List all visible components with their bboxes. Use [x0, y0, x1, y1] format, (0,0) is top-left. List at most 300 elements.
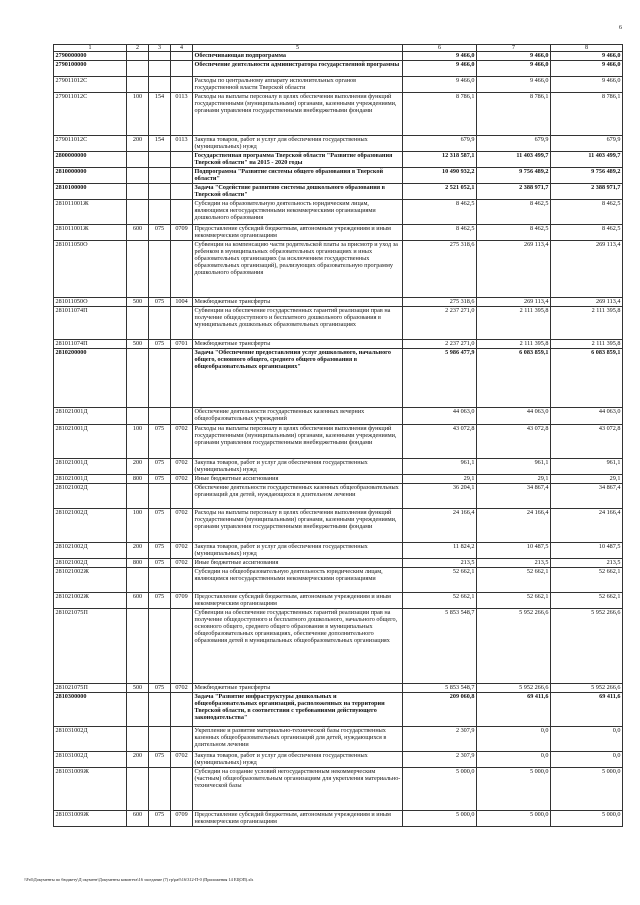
row-section-code [171, 200, 193, 225]
row-value-year1: 43 072,8 [403, 425, 477, 459]
row-vr-code [127, 77, 149, 93]
row-value-year2: 6 083 859,1 [477, 349, 551, 408]
row-description: Субсидии на создание условий негосударственным некоммерческим (частным) общеобразовательным организациям для укрепления материально-технической базы [193, 768, 403, 811]
row-value-year2: 69 411,6 [477, 693, 551, 727]
row-vr-code: 200 [127, 543, 149, 559]
row-description: Субсидии на общеобразовательную деятельность юридическим лицам, являющимся негосударственными некоммерческими организациями [193, 568, 403, 593]
row-value-year1: 5 986 477,9 [403, 349, 477, 408]
row-code: 2810100000 [54, 184, 127, 200]
row-section-code [171, 77, 193, 93]
row-value-year3: 2 111 395,8 [551, 307, 623, 340]
row-code: 281031009Ж [54, 811, 127, 827]
page-number: 6 [619, 25, 622, 31]
table-row [54, 200, 623, 225]
row-admin-code: 075 [149, 684, 171, 693]
row-value-year1: 12 318 587,1 [403, 152, 477, 168]
row-value-year3: 5 000,0 [551, 811, 623, 827]
row-value-year1: 8 462,5 [403, 225, 477, 241]
row-value-year1: 44 063,0 [403, 408, 477, 425]
row-admin-code [149, 200, 171, 225]
row-vr-code: 200 [127, 136, 149, 152]
row-description: Задача "Развитие инфраструктуры дошкольных и общеобразовательных организаций, расположенных на территории Тверской области, в соответствии с требованиями действующего законодательства" [193, 693, 403, 727]
row-vr-code [127, 768, 149, 811]
row-admin-code: 075 [149, 543, 171, 559]
row-value-year2: 52 662,1 [477, 568, 551, 593]
row-value-year3: 8 462,5 [551, 225, 623, 241]
row-admin-code [149, 52, 171, 61]
row-vr-code [127, 693, 149, 727]
row-description: Задача "Обеспечение предоставления услуг дошкольного, начального общего, основного общего, среднего общего образования в общеобразовательных организациях" [193, 349, 403, 408]
row-value-year1: 2 307,9 [403, 727, 477, 752]
row-vr-code [127, 241, 149, 298]
row-admin-code: 075 [149, 811, 171, 827]
row-vr-code: 200 [127, 459, 149, 475]
row-admin-code [149, 484, 171, 509]
row-code: 281031002Д [54, 727, 127, 752]
row-description: Государственная программа Тверской области "Развитие образования Тверской области" на 2015 - 2020 годы [193, 152, 403, 168]
row-section-code [171, 61, 193, 77]
row-vr-code [127, 349, 149, 408]
row-description: Межбюджетные трансферты [193, 298, 403, 307]
row-section-code [171, 609, 193, 684]
row-vr-code: 600 [127, 593, 149, 609]
row-section-code [171, 152, 193, 168]
row-value-year1: 52 662,1 [403, 593, 477, 609]
row-section-code [171, 727, 193, 752]
row-value-year2: 10 487,5 [477, 543, 551, 559]
row-vr-code [127, 152, 149, 168]
row-code: 281021002Д [54, 509, 127, 543]
row-description: Закупка товаров, работ и услуг для обеспечения государственных (муниципальных) нужд [193, 136, 403, 152]
row-admin-code: 075 [149, 509, 171, 543]
row-code: 281011001Ж [54, 225, 127, 241]
row-value-year1: 24 166,4 [403, 509, 477, 543]
row-description: Расходы на выплаты персоналу в целях обеспечения выполнения функций государственными (муниципальными) органами, казенными учреждениями, органами управления государственными внебюджетными фондами [193, 425, 403, 459]
row-vr-code [127, 61, 149, 77]
row-admin-code [149, 184, 171, 200]
table-row [54, 77, 623, 93]
row-value-year3: 34 867,4 [551, 484, 623, 509]
row-value-year2: 213,5 [477, 559, 551, 568]
table-row [54, 340, 623, 349]
row-code: 281021001Д [54, 459, 127, 475]
row-vr-code [127, 727, 149, 752]
row-code: 281021002Д [54, 559, 127, 568]
row-description: Подпрограмма "Развитие системы общего образования в Тверской области" [193, 168, 403, 184]
row-section-code: 0709 [171, 811, 193, 827]
row-value-year3: 9 756 489,2 [551, 168, 623, 184]
row-value-year1: 8 462,5 [403, 200, 477, 225]
row-value-year3: 10 487,5 [551, 543, 623, 559]
row-section-code: 0702 [171, 459, 193, 475]
row-section-code: 0709 [171, 225, 193, 241]
row-code: 281021001Д [54, 475, 127, 484]
row-admin-code [149, 349, 171, 408]
table-row [54, 559, 623, 568]
table-row [54, 298, 623, 307]
row-value-year3: 679,9 [551, 136, 623, 152]
row-value-year1: 679,9 [403, 136, 477, 152]
row-vr-code [127, 568, 149, 593]
row-value-year3: 6 083 859,1 [551, 349, 623, 408]
row-section-code [171, 768, 193, 811]
row-code: 281011050О [54, 298, 127, 307]
row-admin-code: 075 [149, 298, 171, 307]
row-value-year3: 269 113,4 [551, 298, 623, 307]
row-admin-code: 075 [149, 225, 171, 241]
row-vr-code: 100 [127, 93, 149, 136]
row-value-year1: 5 000,0 [403, 811, 477, 827]
row-value-year2: 5 952 266,6 [477, 609, 551, 684]
row-section-code [171, 349, 193, 408]
row-value-year2: 11 403 499,7 [477, 152, 551, 168]
row-section-code: 0702 [171, 752, 193, 768]
row-section-code: 0701 [171, 340, 193, 349]
row-value-year3: 269 113,4 [551, 241, 623, 298]
row-value-year3: 0,0 [551, 752, 623, 768]
table-row [54, 168, 623, 184]
row-code: 281021001Д [54, 425, 127, 459]
row-code: 281021002Д [54, 543, 127, 559]
row-description: Укрепление и развитие материально-технической базы государственных казенных общеобразовательных организаций для детей, нуждающихся в длительном лечении [193, 727, 403, 752]
header-cell: 2 [127, 45, 149, 52]
row-value-year1: 36 204,1 [403, 484, 477, 509]
row-value-year2: 52 662,1 [477, 593, 551, 609]
row-description: Обеспечение деятельности администратора государственной программы [193, 61, 403, 77]
row-section-code [171, 568, 193, 593]
header-row [54, 45, 623, 52]
row-value-year1: 275 318,6 [403, 298, 477, 307]
row-vr-code: 100 [127, 425, 149, 459]
row-value-year2: 2 111 395,8 [477, 307, 551, 340]
row-value-year2: 269 113,4 [477, 298, 551, 307]
row-code: 279011012С [54, 77, 127, 93]
row-description: Субвенции на компенсацию части родительской платы за присмотр и уход за ребенком в муниципальных образовательных организациях и иных образовательных организациях (за исключением государственных образовательных организаций), реализующих образовательную программу дошкольного образования [193, 241, 403, 298]
row-code: 2790100000 [54, 61, 127, 77]
footer-file-path: \\Fs6\Документы по бюджету\Д окумент\Документы комитета\16 заседание (7) гр\раб\16\312-П-0 (Приложения 14 ЕЦОП).xls [24, 877, 254, 882]
row-description: Задача "Содействие развитию системы дошкольного образования в Тверской области" [193, 184, 403, 200]
row-code: 279011012С [54, 136, 127, 152]
header-cell: 5 [193, 45, 403, 52]
row-section-code [171, 184, 193, 200]
row-vr-code [127, 408, 149, 425]
row-value-year3: 29,1 [551, 475, 623, 484]
table-row [54, 509, 623, 543]
row-vr-code: 600 [127, 225, 149, 241]
row-code: 281021001Д [54, 408, 127, 425]
row-admin-code: 075 [149, 475, 171, 484]
row-vr-code [127, 184, 149, 200]
row-value-year2: 34 867,4 [477, 484, 551, 509]
row-admin-code [149, 168, 171, 184]
row-code: 281021002Д [54, 484, 127, 509]
row-vr-code [127, 168, 149, 184]
table-row [54, 684, 623, 693]
table-row [54, 61, 623, 77]
header-cell: 1 [54, 45, 127, 52]
row-value-year1: 5 000,0 [403, 768, 477, 811]
table-row [54, 475, 623, 484]
row-admin-code: 154 [149, 93, 171, 136]
row-description: Расходы на выплаты персоналу в целях обеспечения выполнения функций государственными (муниципальными) органами, казенными учреждениями, органами управления государственными внебюджетными фондами [193, 93, 403, 136]
row-value-year2: 0,0 [477, 752, 551, 768]
row-value-year1: 29,1 [403, 475, 477, 484]
row-description: Обеспечивающая подпрограмма [193, 52, 403, 61]
row-admin-code [149, 152, 171, 168]
row-value-year2: 2 111 395,8 [477, 340, 551, 349]
row-value-year2: 2 388 971,7 [477, 184, 551, 200]
row-vr-code [127, 52, 149, 61]
row-value-year2: 9 466,0 [477, 61, 551, 77]
row-section-code: 0702 [171, 475, 193, 484]
row-vr-code [127, 200, 149, 225]
row-section-code: 0702 [171, 509, 193, 543]
table-row [54, 152, 623, 168]
row-admin-code [149, 241, 171, 298]
row-value-year1: 209 060,8 [403, 693, 477, 727]
row-value-year3: 52 662,1 [551, 568, 623, 593]
row-description: Межбюджетные трансферты [193, 684, 403, 693]
row-section-code: 0702 [171, 559, 193, 568]
row-admin-code: 075 [149, 752, 171, 768]
row-code: 2790000000 [54, 52, 127, 61]
row-value-year1: 5 853 548,7 [403, 684, 477, 693]
row-code: 281011050О [54, 241, 127, 298]
row-code: 281021002Ж [54, 568, 127, 593]
row-code: 2810000000 [54, 168, 127, 184]
row-value-year3: 43 072,8 [551, 425, 623, 459]
table-row [54, 307, 623, 340]
row-code: 281021002Ж [54, 593, 127, 609]
row-value-year1: 10 490 932,2 [403, 168, 477, 184]
row-vr-code: 200 [127, 752, 149, 768]
row-section-code [171, 307, 193, 340]
header-cell: 4 [171, 45, 193, 52]
row-value-year2: 9 756 489,2 [477, 168, 551, 184]
row-vr-code: 100 [127, 509, 149, 543]
row-value-year2: 8 462,5 [477, 200, 551, 225]
row-section-code: 0113 [171, 136, 193, 152]
row-description: Субвенции на обеспечение государственных гарантий реализации прав на получение общедоступного и бесплатного дошкольного образования в муниципальных дошкольных образовательных организациях [193, 307, 403, 340]
row-admin-code [149, 727, 171, 752]
row-value-year2: 43 072,8 [477, 425, 551, 459]
header-cell: 6 [403, 45, 477, 52]
row-value-year1: 275 318,6 [403, 241, 477, 298]
header-cell: 7 [477, 45, 551, 52]
row-value-year3: 5 952 266,6 [551, 609, 623, 684]
table-row [54, 459, 623, 475]
row-vr-code [127, 484, 149, 509]
row-value-year2: 679,9 [477, 136, 551, 152]
row-value-year3: 11 403 499,7 [551, 152, 623, 168]
table-row [54, 568, 623, 593]
row-section-code [171, 408, 193, 425]
row-section-code: 0702 [171, 684, 193, 693]
table-row [54, 484, 623, 509]
table-row [54, 93, 623, 136]
row-value-year1: 2 521 052,1 [403, 184, 477, 200]
row-admin-code: 075 [149, 559, 171, 568]
row-description: Обеспечение деятельности государственных казенных общеобразовательных организаций для детей, нуждающихся в длительном лечении [193, 484, 403, 509]
row-value-year1: 2 237 271,0 [403, 307, 477, 340]
row-value-year2: 8 786,1 [477, 93, 551, 136]
table-row [54, 425, 623, 459]
row-value-year3: 9 466,0 [551, 52, 623, 61]
row-value-year3: 0,0 [551, 727, 623, 752]
header-cell: 3 [149, 45, 171, 52]
row-description: Субсидии на образовательную деятельность юридическим лицам, являющимся негосударственными некоммерческими организациями дошкольного образования [193, 200, 403, 225]
row-value-year3: 44 063,0 [551, 408, 623, 425]
row-admin-code [149, 408, 171, 425]
table-row [54, 768, 623, 811]
row-section-code [171, 241, 193, 298]
row-description: Иные бюджетные ассигнования [193, 559, 403, 568]
row-value-year1: 9 466,0 [403, 52, 477, 61]
row-code: 281021075П [54, 609, 127, 684]
row-description: Закупка товаров, работ и услуг для обеспечения государственных (муниципальных) нужд [193, 752, 403, 768]
table-row [54, 693, 623, 727]
row-admin-code: 075 [149, 340, 171, 349]
row-description: Предоставление субсидий бюджетным, автономным учреждениям и иным некоммерческим организациям [193, 593, 403, 609]
row-admin-code [149, 307, 171, 340]
row-value-year3: 5 952 266,6 [551, 684, 623, 693]
row-vr-code [127, 307, 149, 340]
row-description: Предоставление субсидий бюджетным, автономным учреждениям и иным некоммерческим организациям [193, 225, 403, 241]
row-value-year1: 213,5 [403, 559, 477, 568]
row-value-year3: 9 466,0 [551, 77, 623, 93]
row-code: 279011012С [54, 93, 127, 136]
header-cell: 8 [551, 45, 623, 52]
row-description: Межбюджетные трансферты [193, 340, 403, 349]
table-row [54, 609, 623, 684]
row-value-year3: 2 111 395,8 [551, 340, 623, 349]
row-admin-code [149, 768, 171, 811]
row-value-year2: 9 466,0 [477, 77, 551, 93]
row-value-year1: 2 237 271,0 [403, 340, 477, 349]
table-row [54, 136, 623, 152]
row-vr-code: 800 [127, 559, 149, 568]
row-description: Обеспечение деятельности государственных казенных вечерних общеобразовательных учреждений [193, 408, 403, 425]
row-code: 281011074П [54, 307, 127, 340]
table-row [54, 408, 623, 425]
row-value-year3: 2 388 971,7 [551, 184, 623, 200]
row-admin-code: 075 [149, 425, 171, 459]
row-code: 2810200000 [54, 349, 127, 408]
row-vr-code [127, 609, 149, 684]
row-value-year2: 44 063,0 [477, 408, 551, 425]
row-section-code: 0113 [171, 93, 193, 136]
row-admin-code [149, 568, 171, 593]
row-description: Субвенции на обеспечение государственных гарантий реализации прав на получение общедоступного и бесплатного дошкольного, начального общего, основного общего, среднего общего образования в муниципальных общеобразовательных организациях, обеспечение дополнительного образования детей в муниципальных общеобразовательных организациях [193, 609, 403, 684]
row-code: 2810300000 [54, 693, 127, 727]
row-description: Закупка товаров, работ и услуг для обеспечения государственных (муниципальных) нужд [193, 459, 403, 475]
row-code: 281031009Ж [54, 768, 127, 811]
row-value-year2: 961,1 [477, 459, 551, 475]
row-admin-code: 075 [149, 459, 171, 475]
row-vr-code: 500 [127, 684, 149, 693]
row-description: Иные бюджетные ассигнования [193, 475, 403, 484]
row-value-year3: 24 166,4 [551, 509, 623, 543]
row-value-year2: 5 952 266,6 [477, 684, 551, 693]
row-vr-code: 600 [127, 811, 149, 827]
row-value-year3: 8 786,1 [551, 93, 623, 136]
row-vr-code: 500 [127, 298, 149, 307]
row-value-year3: 961,1 [551, 459, 623, 475]
table-row [54, 349, 623, 408]
row-description: Закупка товаров, работ и услуг для обеспечения государственных (муниципальных) нужд [193, 543, 403, 559]
table-row [54, 241, 623, 298]
table-row [54, 811, 623, 827]
row-section-code [171, 52, 193, 61]
row-description: Расходы по центральному аппарату исполнительных органов государственной власти Тверской области [193, 77, 403, 93]
row-code: 281011001Ж [54, 200, 127, 225]
row-value-year2: 29,1 [477, 475, 551, 484]
row-value-year2: 8 462,5 [477, 225, 551, 241]
row-value-year1: 52 662,1 [403, 568, 477, 593]
row-description: Расходы на выплаты персоналу в целях обеспечения выполнения функций государственными (муниципальными) органами, казенными учреждениями, органами управления государственными внебюджетными фондами [193, 509, 403, 543]
row-admin-code [149, 693, 171, 727]
table-row [54, 727, 623, 752]
row-vr-code: 500 [127, 340, 149, 349]
row-code: 281031002Д [54, 752, 127, 768]
row-section-code [171, 484, 193, 509]
table-row [54, 225, 623, 241]
row-value-year3: 213,5 [551, 559, 623, 568]
row-admin-code [149, 77, 171, 93]
budget-table [53, 44, 623, 827]
row-code: 281011074П [54, 340, 127, 349]
row-value-year1: 8 786,1 [403, 93, 477, 136]
row-section-code [171, 693, 193, 727]
table-row [54, 752, 623, 768]
row-vr-code: 800 [127, 475, 149, 484]
row-admin-code [149, 61, 171, 77]
row-value-year3: 52 662,1 [551, 593, 623, 609]
row-value-year1: 11 824,2 [403, 543, 477, 559]
row-section-code: 0709 [171, 593, 193, 609]
row-value-year1: 2 307,9 [403, 752, 477, 768]
row-value-year1: 961,1 [403, 459, 477, 475]
row-value-year3: 69 411,6 [551, 693, 623, 727]
row-value-year1: 9 466,0 [403, 61, 477, 77]
row-value-year2: 5 000,0 [477, 811, 551, 827]
row-description: Предоставление субсидий бюджетным, автономным учреждениям и иным некоммерческим организациям [193, 811, 403, 827]
row-code: 281021075П [54, 684, 127, 693]
row-code: 2800000000 [54, 152, 127, 168]
row-admin-code: 154 [149, 136, 171, 152]
row-section-code: 1004 [171, 298, 193, 307]
table-row [54, 543, 623, 559]
row-value-year2: 0,0 [477, 727, 551, 752]
row-admin-code: 075 [149, 593, 171, 609]
row-value-year2: 9 466,0 [477, 52, 551, 61]
row-section-code: 0702 [171, 425, 193, 459]
row-value-year1: 9 466,0 [403, 77, 477, 93]
row-value-year3: 8 462,5 [551, 200, 623, 225]
row-value-year3: 5 000,0 [551, 768, 623, 811]
table-row [54, 52, 623, 61]
row-value-year3: 9 466,0 [551, 61, 623, 77]
row-value-year1: 5 853 548,7 [403, 609, 477, 684]
table-row [54, 184, 623, 200]
row-value-year2: 24 166,4 [477, 509, 551, 543]
row-admin-code [149, 609, 171, 684]
row-value-year2: 269 113,4 [477, 241, 551, 298]
row-section-code [171, 168, 193, 184]
row-section-code: 0702 [171, 543, 193, 559]
table-row [54, 593, 623, 609]
row-value-year2: 5 000,0 [477, 768, 551, 811]
